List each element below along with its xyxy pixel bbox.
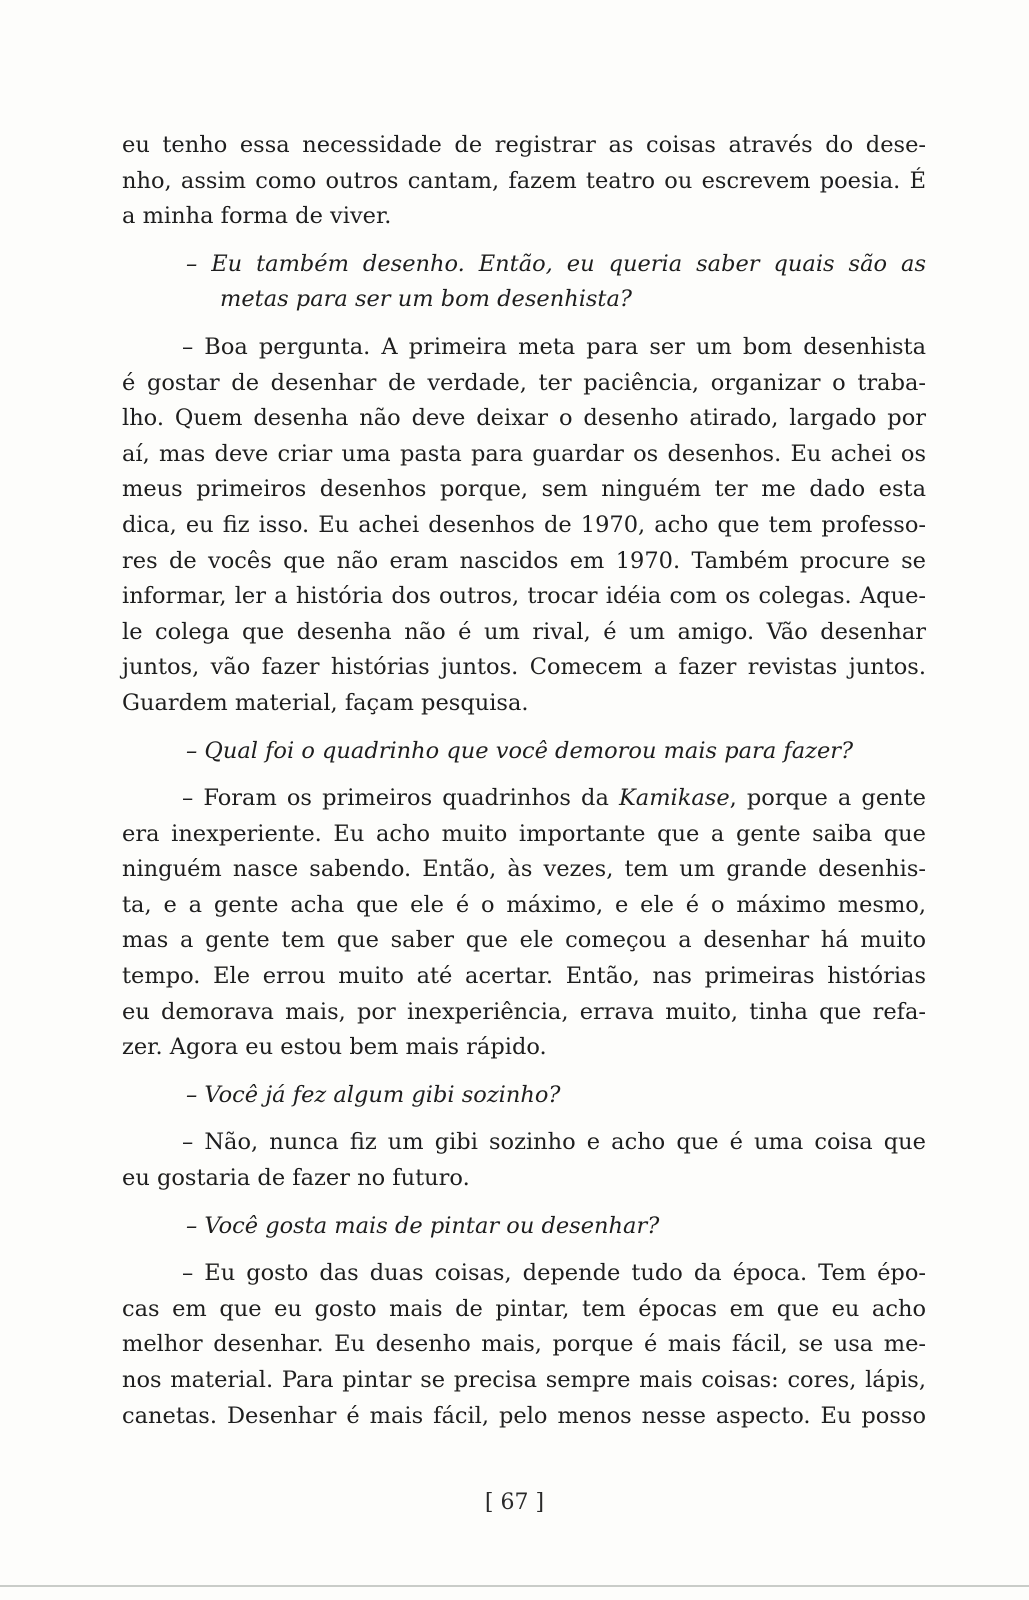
text-line: cas em que eu gosto mais de pintar, tem épocas em que eu acho	[122, 1295, 926, 1322]
text-line: a minha forma de viver.	[122, 203, 392, 230]
text-fragment: – Foram os primeiros quadrinhos da	[182, 785, 619, 812]
page-edge-divider	[0, 1585, 1029, 1587]
text-line: aí, mas deve criar uma pasta para guardar os desenhos. Eu achei os	[122, 440, 926, 467]
text-line: era inexperiente. Eu acho muito importante que a gente saiba que	[122, 820, 926, 847]
text-line: juntos, vão fazer histórias juntos. Comecem a fazer revistas juntos.	[122, 654, 926, 681]
text-line: meus primeiros desenhos porque, sem ninguém ter me dado esta	[122, 476, 926, 503]
text-line: mas a gente tem que saber que ele começou a desenhar há muito	[122, 927, 926, 954]
text-line: canetas. Desenhar é mais fácil, pelo menos nesse aspecto. Eu posso	[122, 1402, 926, 1429]
text-line: nho, assim como outros cantam, fazem teatro ou escrevem poesia. É	[122, 167, 926, 194]
text-line: eu tenho essa necessidade de registrar as coisas através do dese-	[122, 132, 926, 158]
question-line: – Qual foi o quadrinho que você demorou mais para fazer?	[186, 737, 854, 764]
text-line: ninguém nasce sabendo. Então, às vezes, tem um grande desenhis-	[122, 856, 926, 883]
text-line: é gostar de desenhar de verdade, ter paciência, organizar o traba-	[122, 369, 926, 396]
answer-line: – Não, nunca fiz um gibi sozinho e acho que é uma coisa que	[182, 1129, 926, 1156]
text-line: tempo. Ele errou muito até acertar. Então, nas primeiras histórias	[122, 963, 926, 990]
text-fragment: , porque a gente	[729, 785, 926, 812]
text-line: ta, e a gente acha que ele é o máximo, e ele é o máximo mesmo,	[122, 891, 926, 918]
text-line: Guardem material, façam pesquisa.	[122, 689, 529, 716]
answer-line: – Eu gosto das duas coisas, depende tudo da época. Tem épo-	[182, 1260, 926, 1287]
comic-title: Kamikase	[618, 785, 730, 812]
question-line: metas para ser um bom desenhista?	[220, 286, 632, 313]
text-line: dica, eu fiz isso. Eu achei desenhos de 1970, acho que tem professo-	[122, 511, 926, 538]
answer-line	[122, 781, 926, 817]
text-line: zer. Agora eu estou bem mais rápido.	[122, 1034, 547, 1061]
text-line: informar, ler a história dos outros, trocar idéia com os colegas. Aque-	[122, 583, 926, 610]
text-line: eu gostaria de fazer no futuro.	[122, 1165, 470, 1192]
question-line: – Você gosta mais de pintar ou desenhar?	[186, 1212, 660, 1239]
text-line: le colega que desenha não é um rival, é um amigo. Vão desenhar	[122, 618, 926, 645]
text-line: res de vocês que não eram nascidos em 1970. Também procure se	[122, 547, 926, 574]
text-line: lho. Quem desenha não deve deixar o desenho atirado, largado por	[122, 405, 926, 432]
text-line: melhor desenhar. Eu desenho mais, porque é mais fácil, se usa me-	[122, 1331, 926, 1358]
text-line: nos material. Para pintar se precisa sempre mais coisas: cores, lápis,	[122, 1367, 926, 1393]
page-number: [ 67 ]	[484, 1490, 545, 1515]
text-line: eu demorava mais, por inexperiência, errava muito, tinha que refa-	[122, 998, 926, 1025]
question-line: – Eu também desenho. Então, eu queria saber quais são as	[186, 250, 926, 277]
body-text	[122, 128, 926, 1434]
question-line: – Você já fez algum gibi sozinho?	[186, 1081, 561, 1108]
answer-line: – Boa pergunta. A primeira meta para ser um bom desenhista	[182, 333, 926, 360]
